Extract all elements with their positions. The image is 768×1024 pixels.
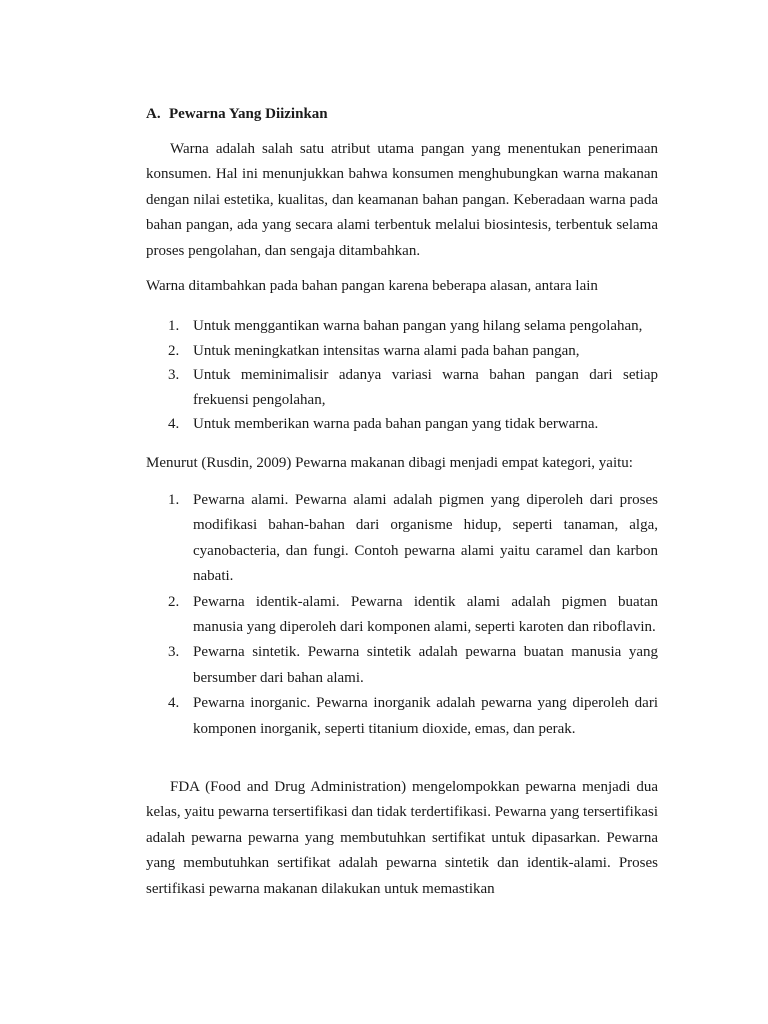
list-item-text: Pewarna inorganic. Pewarna inorganik adalah pewarna yang diperoleh dari komponen inorganik, seperti titanium dioxide, emas, dan perak. bbox=[193, 695, 658, 737]
list-item bbox=[146, 691, 658, 742]
paragraph-fda: FDA (Food and Drug Administration) mengelompokkan pewarna menjadi dua kelas, yaitu pewarna tersertifikasi dan tidak terdertifikasi. Pewarna yang tersertifikasi adalah pewarna pewarna yang membutuhkan sertifikat untuk dipasarkan. Pewarna yang membutuhkan sertifikat adalah pewarna sintetik dan identik-alami. Proses sertifikasi pewarna makanan dilakukan untuk memastikan bbox=[146, 779, 658, 897]
list-item bbox=[146, 314, 658, 339]
list-item-text: Pewarna alami. Pewarna alami adalah pigmen yang diperoleh dari proses modifikasi bahan-bahan dari organisme hidup, seperti tanaman, alga, cyanobacteria, dan fungi. Contoh pewarna alami yaitu caramel dan karbon nabati. bbox=[193, 492, 658, 585]
list-item bbox=[146, 488, 658, 590]
list-marker: 2. bbox=[168, 593, 180, 610]
list-item-text: Untuk memberikan warna pada bahan pangan yang tidak berwarna. bbox=[193, 416, 599, 432]
section-title: Pewarna Yang Diizinkan bbox=[169, 106, 328, 122]
list-item bbox=[146, 590, 658, 641]
list-marker: 2. bbox=[168, 342, 180, 359]
list-marker: 1. bbox=[168, 318, 180, 334]
list-marker: 3. bbox=[168, 367, 180, 383]
section-number: A. bbox=[146, 106, 161, 122]
categories-list bbox=[146, 488, 658, 742]
list-item bbox=[146, 339, 658, 364]
list-marker: 4. bbox=[168, 416, 180, 432]
paragraph-categories-lead: Menurut (Rusdin, 2009) Pewarna makanan dibagi menjadi empat kategori, yaitu: bbox=[146, 455, 633, 471]
list-item-text: Untuk meningkatkan intensitas warna alami pada bahan pangan, bbox=[193, 342, 580, 359]
list-item bbox=[146, 363, 658, 412]
list-marker: 4. bbox=[168, 695, 180, 712]
list-marker: 1. bbox=[168, 492, 180, 508]
list-item-text: Untuk menggantikan warna bahan pangan yang hilang selama pengolahan, bbox=[193, 318, 643, 334]
paragraph-intro: Warna adalah salah satu atribut utama pangan yang menentukan penerimaan konsumen. Hal ini menunjukkan bahwa konsumen menghubungkan warna makanan dengan nilai estetika, kualitas, dan keamanan bahan pangan. Keberadaan warna pada bahan pangan, ada yang secara alami terbentuk melalui biosintesis, terbentuk selama proses pengolahan, dan sengaja ditambahkan. bbox=[146, 141, 658, 259]
section-heading bbox=[146, 104, 328, 124]
list-item bbox=[146, 640, 658, 691]
list-item-text: Pewarna sintetik. Pewarna sintetik adalah pewarna buatan manusia yang bersumber dari bahan alami. bbox=[193, 644, 658, 686]
list-item-text: Untuk meminimalisir adanya variasi warna bahan pangan dari setiap frekuensi pengolahan, bbox=[193, 367, 658, 408]
paragraph-reasons-lead: Warna ditambahkan pada bahan pangan karena beberapa alasan, antara lain bbox=[146, 278, 598, 294]
reasons-list bbox=[146, 314, 658, 437]
list-item bbox=[146, 412, 658, 437]
list-marker: 3. bbox=[168, 644, 180, 661]
list-item-text: Pewarna identik-alami. Pewarna identik alami adalah pigmen buatan manusia yang diperoleh dari komponen alami, seperti karoten dan riboflavin. bbox=[193, 593, 658, 636]
